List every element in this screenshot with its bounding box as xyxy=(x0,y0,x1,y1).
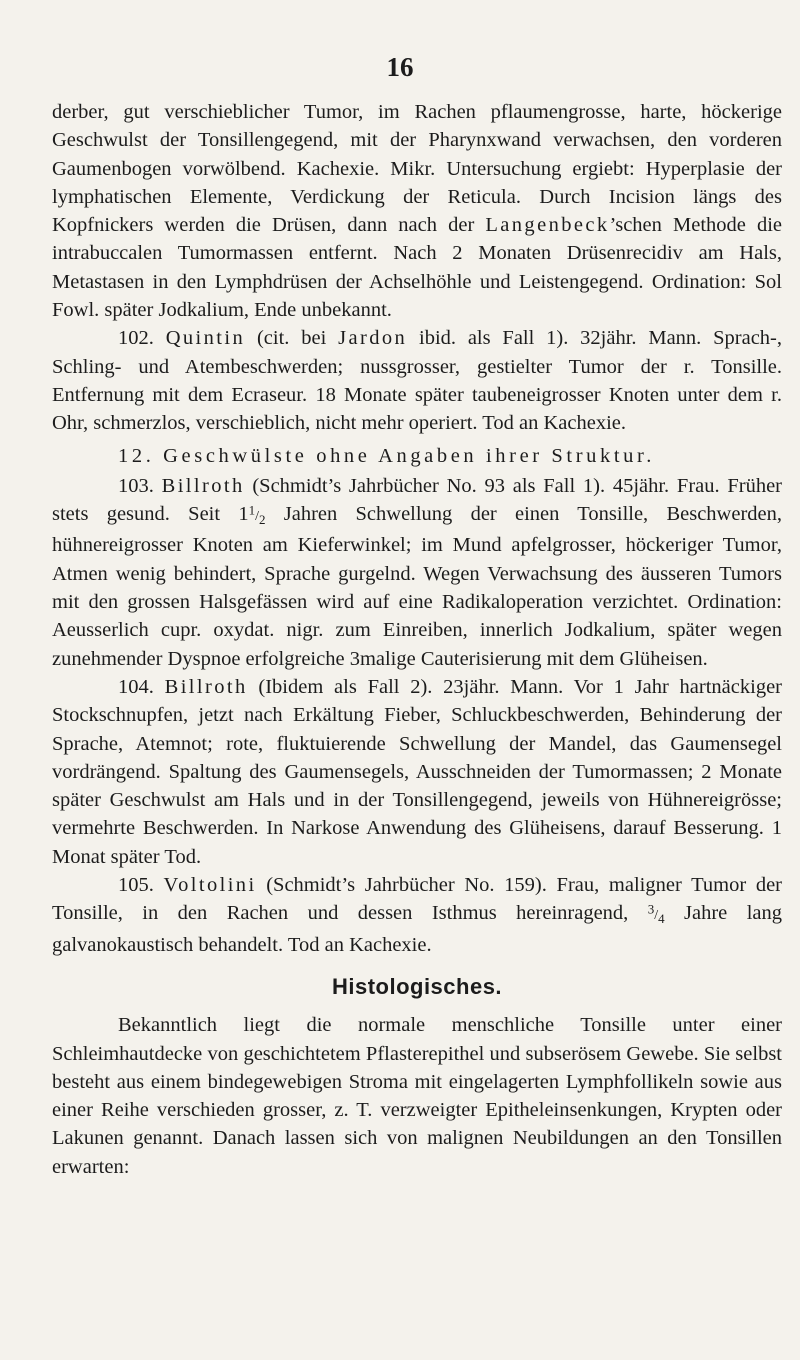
case-102-number: 102. xyxy=(118,327,154,350)
paragraph-case-105 xyxy=(52,871,782,959)
case-103-text-a: (Schmidt’s Jahrbücher No. 93 als Fall 1). 45jähr. Frau. Früher stets gesund. Seit 1 xyxy=(52,474,783,526)
case-102-citation: (cit. bei xyxy=(245,327,339,350)
paragraph-histology: Bekanntlich liegt die normale menschliche Tonsille unter einer Schleimhautdecke von geschichtetem Pflasterepithel und subserösem Gewebe. Sie selbst besteht aus einem bindegewebigen Stroma mit eingelagerten Lymphfollikeln sowie aus einer Reihe verschieden grosser, z. T. verzweigter Epitheleinsenkungen, Krypten oder Lakunen genannt. Danach lassen sich von malignen Neubildungen an den Tonsillen erwarten: xyxy=(52,1014,782,1178)
case-103-text-b: Jahren Schwellung der einen Tonsille, Beschwerden, hühnereigrosser Knoten am Kieferwinkel; im Mund apfelgrosser, höckeriger Tumor, Atmen wenig behindert, Sprache gurgelnd. Wegen Verwachsung des äusseren Tumors mit den grossen Halsgefässen wird auf eine Radikaloperation verzichtet. Ordination: Aeusserlich cupr. oxydat. nigr. zum Einreiben, innerlich Jodkalium, später wegen zunehmender Dyspnoe erfolgreiche 3malige Cauterisierung mit dem Glüheisen. xyxy=(52,503,782,670)
author-billroth-2: Billroth xyxy=(164,675,248,698)
author-billroth-1: Billroth xyxy=(161,474,245,497)
paragraph-case-102 xyxy=(52,324,782,437)
author-jardon: Jardon xyxy=(338,327,408,350)
author-voltolini: Voltolini xyxy=(163,874,257,897)
fraction-denominator: 4 xyxy=(658,911,665,927)
fraction-numerator: 3 xyxy=(647,901,655,917)
case-101-text-rest: ’schen Methode die intrabuccalen Tumormassen entfernt. Nach 2 Monaten Drüsenrecidiv am Hals, Metastasen in den Lymphdrüsen der Achselhöhle und Leistengegend. Ordination: Sol Fowl. später Jodkalium, Ende unbekannt. xyxy=(52,214,782,322)
case-104-number: 104. xyxy=(118,675,154,698)
body-text xyxy=(52,98,782,1181)
fraction-one-half: $^1/_2$ xyxy=(248,502,266,527)
fraction-numerator: 1 xyxy=(248,502,256,518)
case-105-number: 105. xyxy=(118,874,154,897)
author-langenbeck: Langenbeck xyxy=(485,214,610,237)
author-quintin: Quintin xyxy=(165,327,246,350)
case-105-text-b: Jahre lang galvanokaustisch behandelt. Tod an Kachexie. xyxy=(52,902,782,956)
case-102-text: ibid. als Fall 1). 32jähr. Mann. Sprach-, Schling- und Atembeschwerden; nussgrosser, gestielter Tumor der r. Tonsille. Entfernung mit dem Ecraseur. 18 Monate später taubeneigrosser Knoten unter dem r. Ohr, schmerzlos, verschieblich, nicht mehr operiert. Tod an Kachexie. xyxy=(52,327,782,435)
paragraph-case-104 xyxy=(52,673,782,871)
case-105-text-a: (Schmidt’s Jahrbücher No. 159). Frau, maligner Tumor der Tonsille, in den Rachen und dessen Isthmus hereinragend, xyxy=(52,874,782,925)
case-104-text: (Ibidem als Fall 2). 23jähr. Mann. Vor 1 Jahr hartnäckiger Stockschnupfen, jetzt nach Erkältung Fieber, Schluckbeschwerden, Behinderung der Sprache, Atemnot; rote, fluktuierende Schwellung der Mandel, das Gaumensegel vordrängend. Spaltung des Gaumensegels, Ausschneiden der Tumormassen; 2 Monate später Geschwulst am Hals und in der Tonsillengegend, jeweils von Hühnereigrösse; vermehrte Beschwerden. In Narkose Anwendung des Glüheisens, darauf Besserung. 1 Monat später Tod. xyxy=(52,675,782,868)
section-12-heading: 12. Geschwülste ohne Angaben ihrer Struktur. xyxy=(118,444,656,467)
paragraph-case-101-continued xyxy=(52,98,782,324)
case-103-number: 103. xyxy=(118,474,154,497)
case-101-text: derber, gut verschieblicher Tumor, im Rachen pflaumengrosse, harte, höckerige Geschwulst der Tonsillengegend, mit der Pharynxwand verwachsen, den vorderen Gaumenbogen vorwölbend. Kachexie. Mikr. Untersuchung ergiebt: Hyperplasie der lymphatischen Elemente, Verdickung der Reticula. Durch Incision längs des Kopfnickers werden die Drüsen, dann nach der xyxy=(52,101,782,237)
page-number: 16 xyxy=(386,52,414,82)
paragraph-case-103 xyxy=(52,472,782,673)
fraction-denominator: 2 xyxy=(258,511,266,527)
heading-histologisches: Histologisches. xyxy=(331,973,503,999)
fraction-three-quarters: $^3/_4$ xyxy=(647,901,665,927)
